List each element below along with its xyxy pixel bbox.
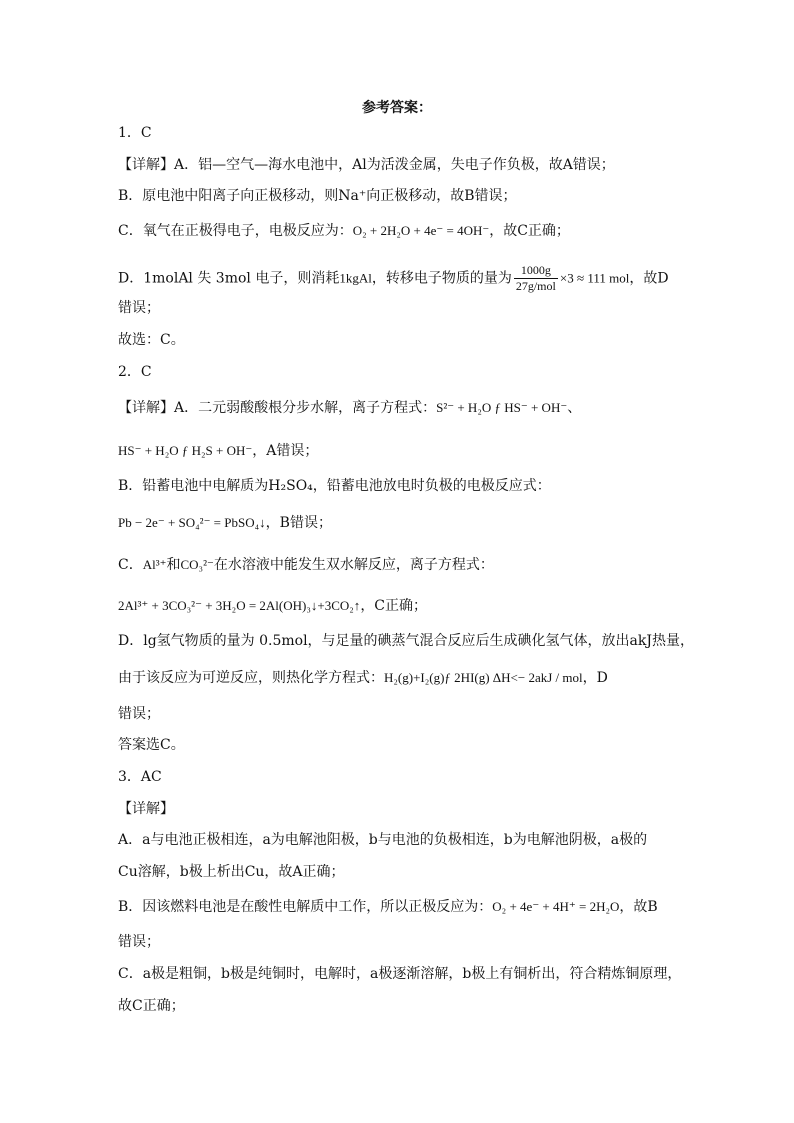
explanation-line: B．原电池中阳离子向正极移动，则Na⁺向正极移动，故B错误； [118,188,517,204]
formula: S²⁻ + H₂O ƒ HS⁻ + OH⁻ [436,400,568,415]
explanation-line [118,596,427,616]
explanation-line: 【详解】A．铝—空气—海水电池中，Al为活泼金属，失电子作负极，故A错误； [118,157,615,173]
explanation-line: 错误； [118,300,160,316]
fraction-numerator: 1000g [514,263,558,279]
page-title: 参考答案： [362,100,432,116]
explanation-line: D．lg氢气物质的量为 0.5mol，与足量的碘蒸气混合反应后生成碘化氢气体，放出akJ热量， [118,633,695,649]
formula: HS⁻ + H₂O ƒ H₂S + OH⁻ [118,443,253,458]
explanation-text: ，转移电子物质的量为 [371,270,512,287]
formula: ×3 ≈ 111 mol [559,270,630,286]
explanation-line [118,555,494,575]
explanation-line: 答案选C。 [118,737,185,753]
explanation-line [118,263,669,294]
explanation-text: ，A错误； [252,443,319,459]
explanation-line: C．a极是粗铜，b极是纯铜时，电解时，a极逐渐溶解，b极上有铜析出，符合精炼铜原理， [118,966,682,982]
explanation-text: ，D [582,670,608,686]
explanation-text: D．1molAl 失 3mol 电子，则消耗 [118,270,340,287]
explanation-line: Cu溶解，b极上析出Cu，故A正确； [118,864,345,880]
fraction-denominator: 27g/mol [515,279,556,293]
explanation-text: ，故C正确； [489,223,570,239]
formula: O₂ + 2H₂O + 4e⁻ = 4OH⁻ [352,223,490,238]
explanation-line: B．铅蓄电池中电解质为H₂SO₄，铅蓄电池放电时负极的电极反应式： [118,478,551,494]
explanation-line [118,441,318,461]
formula: O₂ + 4e⁻ + 4H⁺ = 2H₂O [492,899,620,914]
formula: Pb − 2e⁻ + SO₄²⁻ = PbSO₄↓ [118,515,266,530]
answer-number-3: 3．AC [118,769,162,785]
formula: CO₃²⁻ [180,557,214,572]
explanation-line: 错误； [118,706,160,722]
fraction [514,263,558,294]
formula: 1kgAl [339,270,372,286]
formula: 2Al³⁺ + 3CO₃²⁻ + 3H₂O = 2Al(OH)₃↓+3CO₂↑ [118,598,361,613]
explanation-text: ，C正确； [360,598,428,614]
explanation-text: 在水溶液中能发生双水解反应，离子方程式： [213,557,494,573]
explanation-text: 由于该反应为可逆反应，则热化学方程式： [118,670,384,686]
explanation-line [118,398,581,418]
explanation-line [118,668,608,688]
explanation-line [118,513,332,533]
explanation-line: 【详解】 [118,801,174,817]
explanation-line: 错误； [118,934,160,950]
explanation-line: A．a与电池正极相连，a为电解池阳极，b与电池的负极相连，b为电解池阴极，a极的 [118,832,648,848]
formula: H₂(g)+I₂(g)ƒ 2HI(g) ΔH<− 2akJ / mol [384,670,583,685]
explanation-text: C． [118,557,143,573]
explanation-text: ，故B [619,899,658,915]
formula: Al³⁺ [142,557,167,572]
explanation-text: 【详解】A．二元弱酸酸根分步水解，离子方程式： [118,400,437,416]
explanation-text: 和 [166,557,181,573]
explanation-line [118,897,658,917]
answer-number-2: 2．C [118,364,152,380]
answer-number-1: 1．C [118,125,152,141]
explanation-text: 、 [567,400,582,416]
explanation-line [118,221,570,241]
explanation-line: 故C正确； [118,998,185,1014]
explanation-text: C．氧气在正极得电子，电极反应为： [118,223,353,239]
explanation-text: ，故D [629,270,669,287]
explanation-text: B．因该燃料电池是在酸性电解质中工作，所以正极反应为： [118,899,493,915]
explanation-text: ，B错误； [265,515,332,531]
explanation-line: 故选：C。 [118,332,185,348]
